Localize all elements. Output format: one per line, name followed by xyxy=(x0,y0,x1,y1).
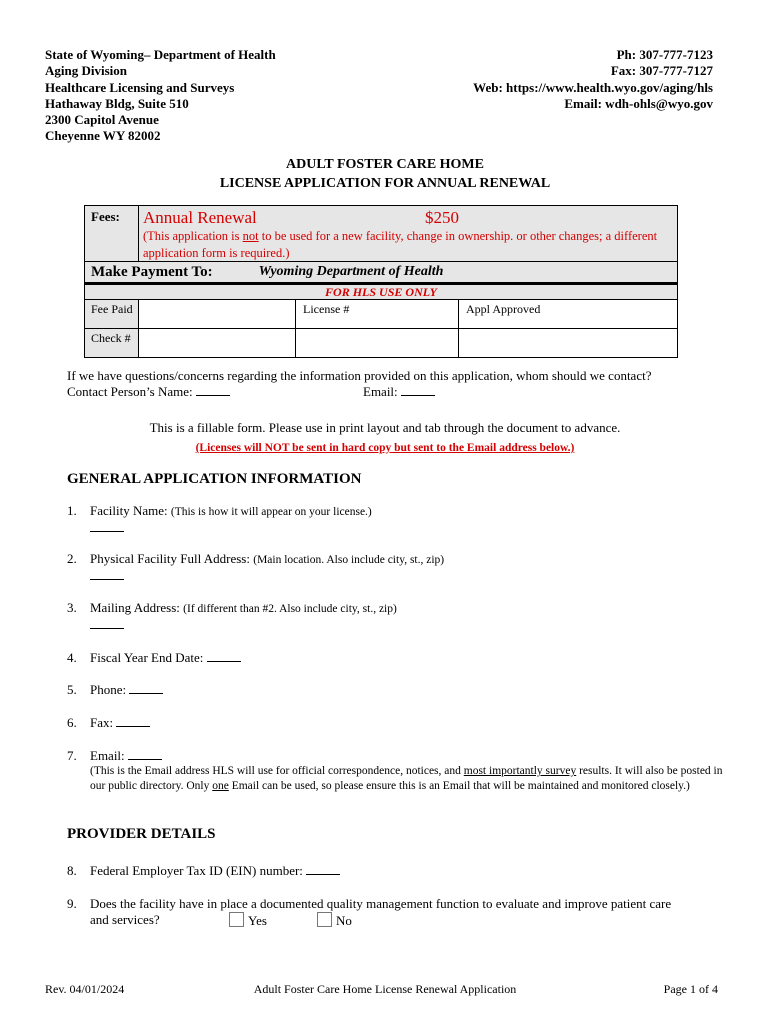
appl-approved-label: Appl Approved xyxy=(466,302,541,316)
email-note-emphasis: one xyxy=(212,780,229,793)
question-number: 8. xyxy=(67,863,77,878)
fee-note-emphasis: not xyxy=(242,229,259,243)
hls-blank-field[interactable] xyxy=(459,329,677,357)
ein-field[interactable] xyxy=(306,864,340,875)
question-number: 1. xyxy=(67,503,77,518)
license-number-field[interactable] xyxy=(296,300,459,328)
provider-details-heading: PROVIDER DETAILS xyxy=(67,826,216,842)
fee-amount: $250 xyxy=(425,208,459,227)
agency-line: Hathaway Bldg, Suite 510 xyxy=(45,95,189,111)
email-note-text: (This is the Email address HLS will use for official correspondence, notices, and xyxy=(90,765,464,777)
check-number-label: Check # xyxy=(85,329,139,357)
question-label: Phone: xyxy=(90,682,127,697)
question-label-cont: and services? xyxy=(90,912,160,927)
payee-name: Wyoming Department of Health xyxy=(258,264,444,279)
mailing-address-field[interactable] xyxy=(90,618,124,629)
question-number: 4. xyxy=(67,650,77,665)
fee-item-label: Annual Renewal xyxy=(143,208,257,227)
question-number: 7. xyxy=(67,748,77,763)
hls-row-check xyxy=(85,329,677,357)
question-number: 9. xyxy=(67,896,77,911)
licenses-email-note xyxy=(0,438,770,456)
agency-fax: Fax: 307-777-7127 xyxy=(610,63,713,79)
fee-paid-label: Fee Paid xyxy=(85,300,139,328)
no-checkbox[interactable] xyxy=(317,912,332,927)
question-label: Facility Name: xyxy=(90,503,168,518)
make-payment-row xyxy=(85,262,677,285)
fee-note-text: (This application is xyxy=(143,229,243,243)
fees-table xyxy=(84,205,678,358)
question-hint: (Main location. Also include city, st., zip) xyxy=(253,554,445,566)
document-title-line2: LICENSE APPLICATION FOR ANNUAL RENEWAL xyxy=(219,176,551,191)
contact-row xyxy=(67,384,487,401)
appl-approved-field[interactable] xyxy=(459,300,677,328)
check-number-field[interactable] xyxy=(139,329,296,357)
contact-email-field[interactable] xyxy=(401,385,435,396)
agency-line: Cheyenne WY 82002 xyxy=(45,128,161,144)
question-fax xyxy=(67,715,150,731)
question-label: Email: xyxy=(90,748,125,763)
no-option[interactable] xyxy=(317,912,352,929)
physical-address-field[interactable] xyxy=(90,569,124,580)
agency-line: Aging Division xyxy=(45,63,127,79)
agency-email: Email: wdh-ohls@wyo.gov xyxy=(564,95,713,111)
email-note xyxy=(90,764,730,795)
question-email xyxy=(67,748,162,764)
question-ein xyxy=(67,863,340,879)
email-note-emphasis: most importantly survey xyxy=(463,765,577,777)
general-info-heading: GENERAL APPLICATION INFORMATION xyxy=(67,471,362,487)
fee-note-text: to be used for a new facility, change in ownership. or other changes; a different application form is required.) xyxy=(143,229,658,260)
question-fiscal-year-end xyxy=(67,650,241,666)
agency-phone: Ph: 307-777-7123 xyxy=(616,47,713,62)
contact-name-label: Contact Person’s Name: xyxy=(67,384,193,399)
hls-row-fee-paid xyxy=(85,300,677,329)
fees-row xyxy=(85,206,677,262)
question-label: Does the facility have in place a documented quality management function to evaluate and improve patient care xyxy=(90,896,672,911)
question-quality-management xyxy=(67,896,727,928)
email-note-text: results. It will also be posted in our public directory. Only xyxy=(90,765,723,793)
facility-name-field[interactable] xyxy=(90,521,124,532)
fillable-form-instructions: This is a fillable form. Please use in print layout and tab through the document to advance. xyxy=(149,420,621,435)
question-label: Mailing Address: xyxy=(90,600,180,615)
question-phone xyxy=(67,682,163,698)
agency-contact-block xyxy=(473,47,713,112)
question-label: Physical Facility Full Address: xyxy=(90,551,250,566)
make-payment-label: Make Payment To: xyxy=(91,263,213,280)
email-field[interactable] xyxy=(128,749,162,760)
hls-blank-field[interactable] xyxy=(296,329,459,357)
contact-question: If we have questions/concerns regarding the information provided on this application, whom should we contact? xyxy=(67,368,652,383)
question-label: Fiscal Year End Date: xyxy=(90,650,204,665)
question-number: 6. xyxy=(67,715,77,730)
agency-web: Web: https://www.health.wyo.gov/aging/hls xyxy=(473,79,713,95)
hls-use-only-label: FOR HLS USE ONLY xyxy=(85,285,677,300)
question-label: Fax: xyxy=(90,715,114,730)
no-label: No xyxy=(336,913,352,928)
licenses-email-note-text: (Licenses will NOT be sent in hard copy but sent to the Email address below.) xyxy=(195,442,575,454)
document-title-line1: ADULT FOSTER CARE HOME xyxy=(286,157,484,172)
email-note-text: Email can be used, so please ensure this is an Email that will be maintained and monitored closely.) xyxy=(228,780,690,793)
question-number: 2. xyxy=(67,551,77,566)
question-physical-address xyxy=(67,551,444,584)
question-hint: (This is how it will appear on your license.) xyxy=(170,506,372,518)
agency-line: 2300 Capitol Avenue xyxy=(45,112,159,128)
footer-page-number: Page 1 of 4 xyxy=(663,982,718,996)
question-number: 5. xyxy=(67,682,77,697)
annual-renewal-fee xyxy=(143,208,677,228)
footer-document-title: Adult Foster Care Home License Renewal Application xyxy=(253,982,517,996)
agency-address-block xyxy=(45,47,276,145)
question-hint: (If different than #2. Also include city, st., zip) xyxy=(183,603,397,615)
fees-label: Fees: xyxy=(85,206,139,261)
yes-label: Yes xyxy=(248,913,267,928)
fee-note xyxy=(143,228,677,262)
yes-checkbox[interactable] xyxy=(229,912,244,927)
question-label: Federal Employer Tax ID (EIN) number: xyxy=(90,863,303,878)
fee-paid-field[interactable] xyxy=(139,300,296,328)
yes-option[interactable] xyxy=(229,912,267,929)
footer-revision: Rev. 04/01/2024 xyxy=(45,982,125,996)
agency-line: Healthcare Licensing and Surveys xyxy=(45,79,235,95)
phone-field[interactable] xyxy=(129,683,163,694)
question-mailing-address xyxy=(67,600,397,633)
license-number-label: License # xyxy=(303,302,350,316)
question-number: 3. xyxy=(67,600,77,615)
question-facility-name xyxy=(67,503,372,536)
fax-field[interactable] xyxy=(116,716,150,727)
contact-email-label: Email: xyxy=(363,384,398,399)
contact-name-field[interactable] xyxy=(196,385,230,396)
fees-content xyxy=(139,206,677,261)
agency-line: State of Wyoming– Department of Health xyxy=(45,47,276,62)
fiscal-year-end-field[interactable] xyxy=(207,651,241,662)
